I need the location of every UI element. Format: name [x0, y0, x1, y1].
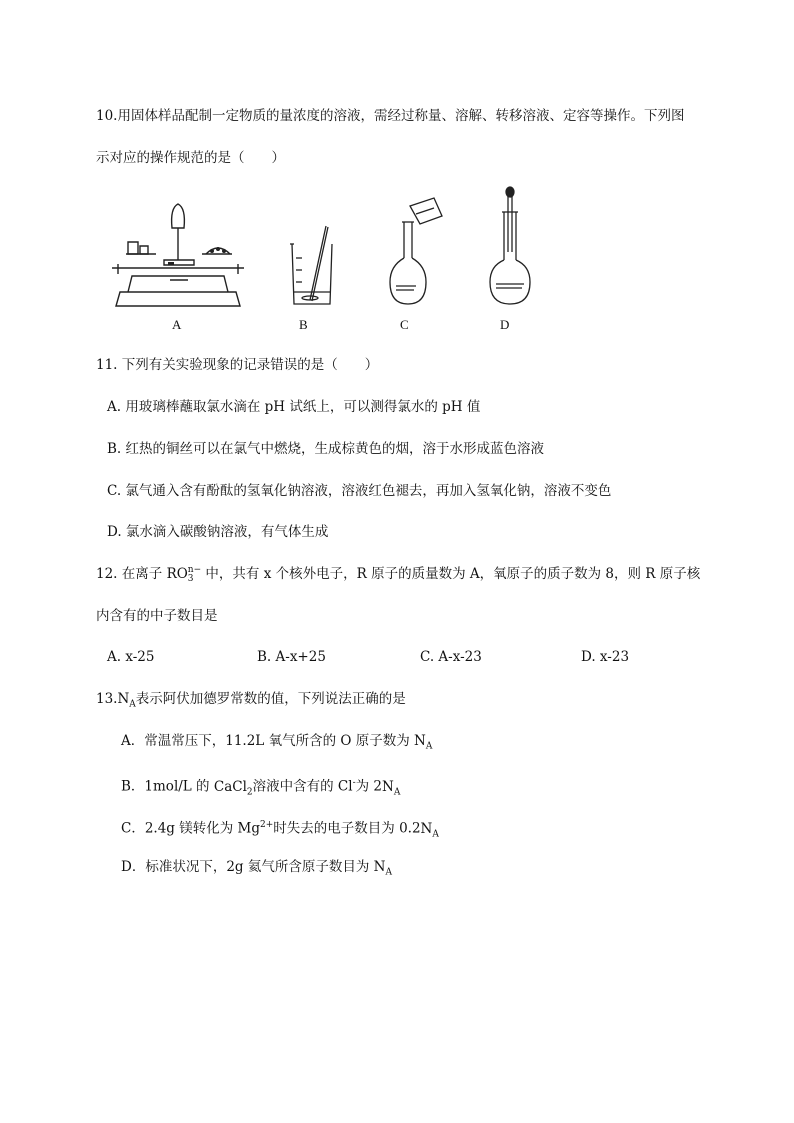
q10-stem-line2: 示对应的操作规范的是（ ） — [96, 150, 285, 166]
q12-stem-line1 — [96, 565, 700, 584]
q13-stem — [96, 690, 406, 714]
q13-option-a-text: A．常温常压下，11.2L 氧气所含的 O 原子数为 — [121, 733, 415, 749]
q13-option-b-suffix: 为 2 — [355, 778, 383, 795]
q12-stem-middle: 中，共有 x 个核外电子，R 原子的质量数为 A，氧原子的质子数为 8，则 R 原子核 — [201, 566, 701, 582]
q11-stem: 11. 下列有关实验现象的记录错误的是（ ） — [96, 357, 379, 373]
q13-number: 13. — [96, 691, 118, 707]
cacl2-formula: CaCl$_2$ — [213, 778, 253, 798]
avogadro-symbol-b: $N_A$ — [382, 778, 401, 798]
q13-option-d — [121, 858, 392, 882]
q11-option-d: D. 氯水滴入碳酸钠溶液，有气体生成 — [107, 524, 329, 540]
q11-option-a-middle: 试纸上，可以测得氯水的 — [285, 399, 443, 415]
q11-option-a-prefix: A. 用玻璃棒蘸取氯水滴在 — [107, 399, 265, 415]
figure-label-a: A — [172, 317, 182, 332]
ion-charge: n− — [187, 564, 202, 575]
q12-option-a: A. x-25 — [107, 649, 155, 665]
q13-option-c — [121, 816, 439, 843]
q13-stem-text: 表示阿伏加德罗常数的值，下列说法正确的是 — [135, 691, 406, 707]
ion-base: RO — [166, 566, 188, 582]
figure-label-d: D — [500, 317, 510, 332]
avogadro-symbol: $N_A$ — [117, 691, 136, 710]
q10-stem-line1: 10.用固体样品配制一定物质的量浓度的溶液，需经过称量、溶解、转移溶液、定容等操作。下列图 — [96, 108, 685, 124]
q13-option-a — [121, 732, 432, 756]
q12-option-d: D. x-23 — [581, 649, 630, 665]
avogadro-symbol-d: $N_A$ — [373, 859, 392, 878]
ion-subscript: 3 — [187, 573, 194, 584]
q11-option-b: B. 红热的铜丝可以在氯气中燃烧，生成棕黄色的烟，溶于水形成蓝色溶液 — [107, 441, 545, 457]
q13-option-b — [121, 774, 400, 801]
chloride-charge: - — [352, 778, 356, 788]
q12-stem-prefix: 12. 在离子 — [96, 566, 167, 582]
balance-figure — [108, 188, 248, 308]
volumetric-flask-dropper-figure — [486, 186, 534, 308]
q13-option-b-prefix: B．1mol/L 的 — [121, 778, 214, 795]
q12-option-b: B. A-x+25 — [257, 649, 326, 665]
q13-option-b-middle: 溶液中含有的 Cl — [252, 778, 353, 795]
mg-charge: 2+ — [260, 820, 274, 830]
q12-option-c: C. A-x-23 — [420, 649, 482, 665]
ion-formula — [167, 566, 202, 582]
figure-label-c: C — [400, 317, 409, 332]
q13-option-c-middle: 时失去的电子数目为 0.2 — [273, 820, 421, 837]
ph-term-1: pH — [264, 399, 286, 415]
q13-option-d-text: D．标准状况下，2g 氦气所含原子数目为 — [121, 859, 374, 875]
q11-option-a-suffix: 值 — [462, 399, 481, 415]
q11-option-c: C. 氯气通入含有酚酞的氢氧化钠溶液，溶液红色褪去，再加入氢氧化钠，溶液不变色 — [107, 483, 612, 499]
avogadro-symbol-c: $N_A$ — [420, 820, 439, 840]
beaker-figure — [288, 224, 336, 308]
volumetric-flask-pouring-figure — [386, 192, 446, 308]
avogadro-symbol-a: $N_A$ — [414, 733, 433, 752]
ph-term-2: pH — [442, 399, 463, 415]
figure-label-b: B — [299, 317, 308, 332]
q11-option-a — [107, 398, 480, 416]
q13-option-c-prefix: C．2.4g 镁转化为 Mg — [121, 820, 260, 837]
q12-stem-line2: 内含有的中子数目是 — [96, 608, 218, 624]
